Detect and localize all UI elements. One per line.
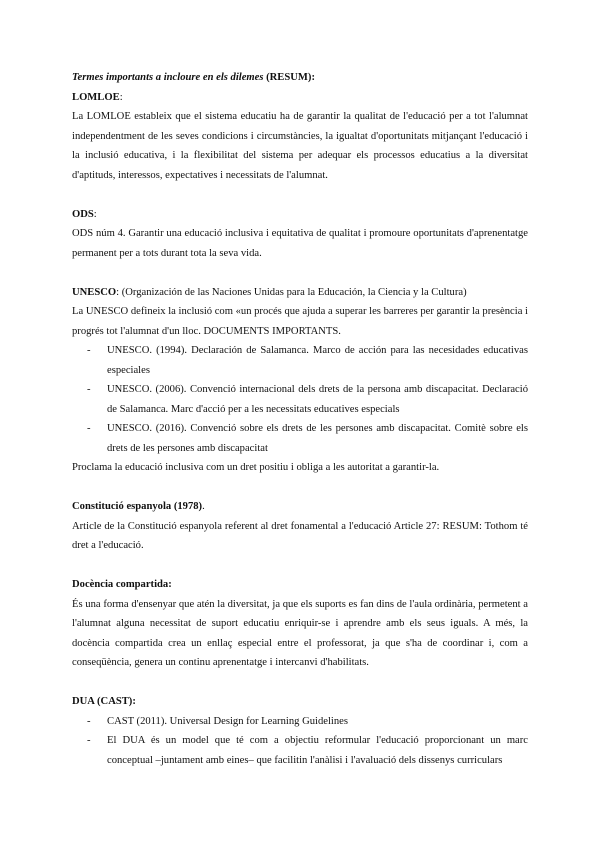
constitucio-period: . (202, 501, 205, 512)
list-item: - El DUA és un model que té com a objectiu reformular l'educació proporcionant un marc conceptual –juntament amb eines– que facilitin l'anàlisi i l'avaluació dels dissenys curriculars (72, 731, 528, 770)
unesco-closing: Proclama la educació inclusiva com un dret positiu i obliga a les autoritat a garantir-la. (72, 462, 440, 473)
ods-colon: : (93, 208, 97, 220)
list-item: - UNESCO. (2016). Convenció sobre els drets de les persones amb discapacitat. Comitè sobre els drets de les persones amb discapacitat (72, 419, 528, 458)
list-item: - UNESCO. (2006). Convenció internacional dels drets de la persona amb discapacitat. Declaració de Salamanca. Marc d'acció per a les necessitats educatives especials (72, 380, 528, 419)
dash-bullet: - (87, 384, 91, 395)
unesco-text: La UNESCO defineix la inclusió com «un procés que ajuda a superar les barreres per garantir la presència i progrés tot l'alumnat d'un lloc. DOCUMENTS IMPORTANTS. (72, 306, 528, 337)
dua-heading: DUA (CAST): (72, 696, 136, 707)
ods-heading: ODS (72, 208, 94, 220)
dash-bullet: - (87, 715, 91, 727)
dua-list (72, 712, 528, 771)
document-page (72, 68, 528, 770)
dash-bullet: - (87, 423, 91, 434)
unesco-document-list (72, 341, 528, 458)
list-item: - CAST (2011). Universal Design for Learning Guidelines (72, 712, 528, 732)
docencia-text: És una forma d'ensenyar que atén la diversitat, ja que els suports es fan dins de l'aula ordinària, permetent a l'alumnat alguna necessitat de suport educatiu enriquir-se i aprendre amb els seus iguals. A més, la docència compartida crea un enllaç especial entre el professorat, ja que s'ha de coordinar i, com a conseqüència, genera un continu aprenentatge i intercanvi d'habilitats. (72, 598, 528, 668)
document-title (72, 68, 528, 88)
constitucio-heading: Constitució espanyola (1978) (72, 501, 203, 512)
unesco-heading: UNESCO (72, 286, 117, 298)
title-rest: (RESUM): (263, 72, 315, 83)
lomloe-section (72, 88, 528, 186)
constitucio-section (72, 497, 528, 556)
constitucio-text: Article de la Constitució espanyola referent al dret fonamental a l'educació Article 27: RESUM: Tothom té dret a l'educació. (72, 520, 528, 551)
dua-section (72, 692, 528, 770)
list-item: - UNESCO. (1994). Declaración de Salamanca. Marco de acción para las necesidades educativas especiales (72, 341, 528, 380)
ods-section (72, 205, 528, 264)
title-italic: Termes importants a incloure en els dilemes (72, 72, 264, 83)
lomloe-colon: : (119, 91, 123, 103)
unesco-subtitle: : (Organización de las Naciones Unidas para la Educación, la Ciencia y la Cultura) (116, 286, 467, 298)
lomloe-heading: LOMLOE (72, 91, 120, 103)
dash-bullet: - (87, 735, 91, 746)
ods-text: ODS núm 4. Garantir una educació inclusiva i equitativa de qualitat i promoure oportunitats d'aprenentatge permanent per a tots durant tota la seva vida. (72, 228, 528, 259)
unesco-section (72, 283, 528, 478)
docencia-section (72, 575, 528, 673)
dash-bullet: - (87, 345, 91, 356)
docencia-heading: Docència compartida: (72, 579, 172, 590)
lomloe-text: La LOMLOE estableix que el sistema educatiu ha de garantir la qualitat de l'educació per a tot l'alumnat independentment de les seves condicions i circumstàncies, la igualtat d'oportunitats mitjançant l'educació i la inclusió educativa, i la flexibilitat del sistema per adequar els processos educatius a la diversitat d'aptituds, interessos, expectatives i necessitats de l'alumnat. (72, 111, 528, 181)
